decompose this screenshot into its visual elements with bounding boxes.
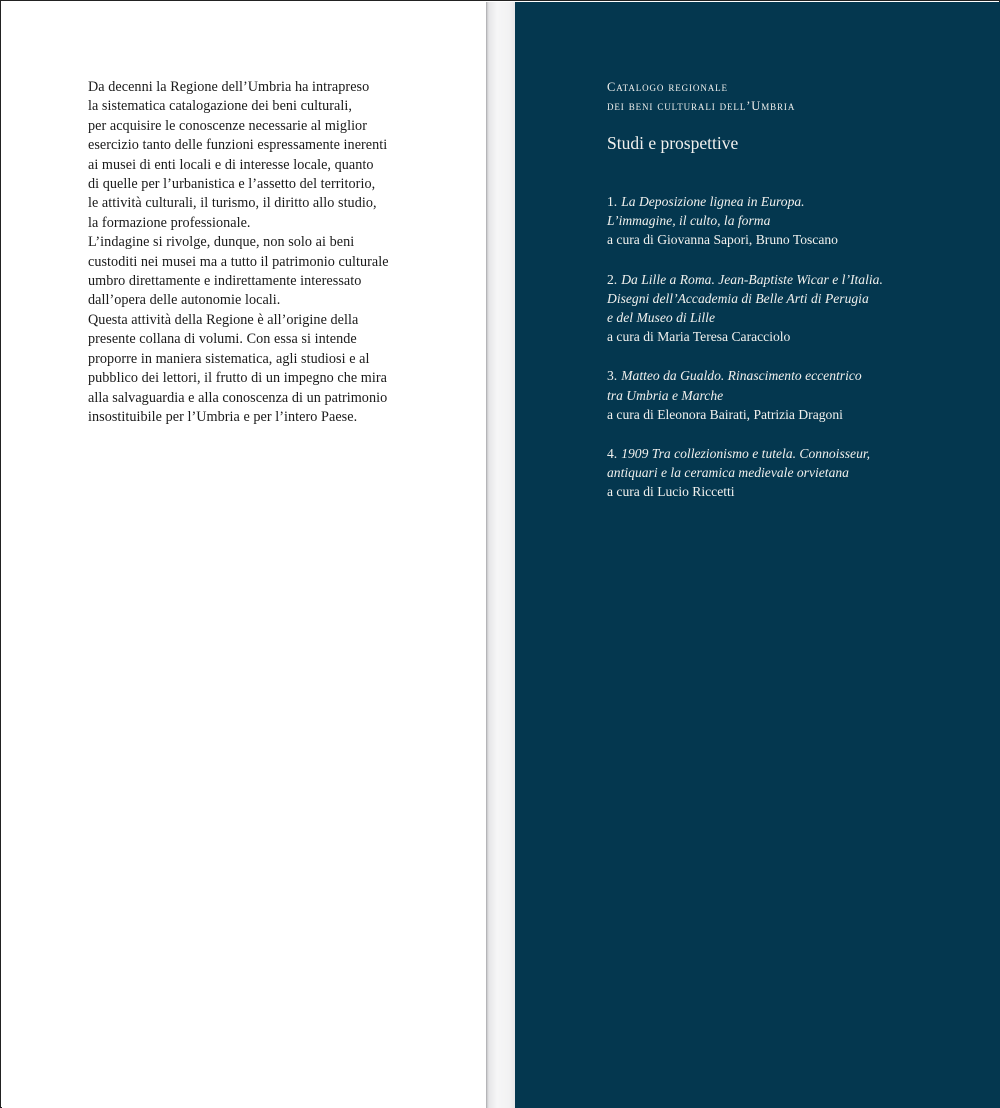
series-header-line: dei beni culturali dell’Umbria [607,98,796,113]
intro-line: L’indagine si rivolge, dunque, non solo ai beni [88,234,355,251]
intro-line: dall’opera delle autonomie locali. [88,292,281,309]
book-title-line [607,192,977,211]
intro-line: custoditi nei musei ma a tutto il patrimonio culturale [88,253,389,270]
right-page [515,2,1000,1108]
book-editors: a cura di Lucio Riccetti [607,484,735,500]
book-title-line [607,366,977,385]
book-entry [607,444,977,502]
intro-line: per acquisire le conoscenze necessarie al miglior [88,117,367,134]
intro-line: umbro direttamente e indirettamente interessato [88,273,362,290]
intro-line: ai musei di enti locali e di interesse locale, quanto [88,156,374,173]
intro-line: proporre in maniera sistematica, agli studiosi e al [88,350,370,367]
intro-line: esercizio tanto delle funzioni espressamente inerenti [88,137,388,154]
book-title-text: e del Museo di Lille [607,310,715,326]
book-title-text: La Deposizione lignea in Europa. [621,194,805,209]
book-title-text: Da Lille a Roma. Jean-Baptiste Wicar e l’Italia. [621,271,883,287]
book-title-text: antiquari e la ceramica medievale orvietana [607,465,849,481]
intro-line: la sistematica catalogazione dei beni culturali, [88,98,352,115]
book-editors: a cura di Maria Teresa Caracciolo [607,329,791,345]
intro-paragraph [88,78,428,427]
intro-line: insostituibile per l’Umbria e per l’intero Paese. [88,408,358,425]
intro-line: pubblico dei lettori, il frutto di un impegno che mira [88,370,387,387]
intro-line: la formazione professionale. [88,214,251,231]
book-entry [607,192,977,250]
book-title-line [607,463,977,482]
book-title-line [607,270,977,289]
book-title-text: Disegni dell’Accademia di Belle Arti di Perugia [607,290,869,306]
book-title-line [607,308,977,327]
series-header-line: Catalogo regionale [607,80,728,94]
series-subtitle: Studi e prospettive [607,133,739,153]
intro-line: di quelle per l’urbanistica e l’assetto del territorio, [88,176,376,193]
page-fold [486,2,515,1108]
intro-line: alla salvaguardia e alla conoscenza di un patrimonio [88,389,388,406]
book-entry [607,270,977,347]
book-number: 2. [607,271,618,287]
book-number: 4. [607,446,618,462]
series-header [607,78,795,115]
book-entry [607,366,977,424]
book-title-line [607,386,977,405]
book-title-line [607,211,977,230]
book-title-line [607,289,977,308]
book-title-text: 1909 Tra collezionismo e tutela. Connoisseur, [621,446,871,462]
book-title-text: L’immagine, il culto, la forma [607,213,771,229]
book-number: 3. [607,368,618,384]
book-list [607,192,977,522]
book-title-text: Matteo da Gualdo. Rinascimento eccentrico [621,368,862,384]
intro-line: Questa attività della Regione è all’origine della [88,311,359,328]
intro-line: presente collana di volumi. Con essa si intende [88,331,357,348]
book-title-text: tra Umbria e Marche [607,387,724,403]
intro-line: le attività culturali, il turismo, il diritto allo studio, [88,195,377,212]
book-title-line [607,444,977,463]
book-editors: a cura di Eleonora Bairati, Patrizia Dragoni [607,406,843,422]
intro-line: Da decenni la Regione dell’Umbria ha intrapreso [88,79,370,95]
book-editors: a cura di Giovanna Sapori, Bruno Toscano [607,232,838,248]
book-number: 1. [607,194,618,209]
